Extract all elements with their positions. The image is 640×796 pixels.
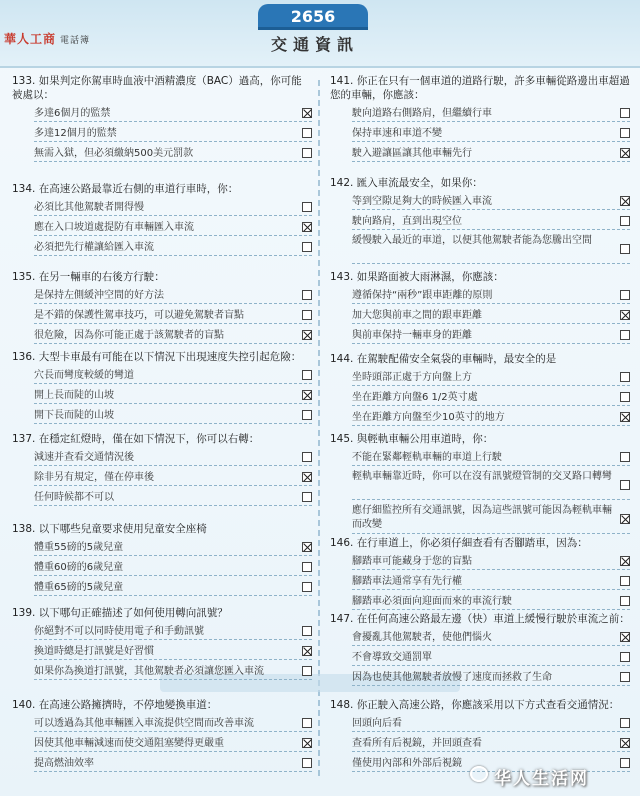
answer-option[interactable]	[34, 560, 312, 576]
answer-option-label: 除非另有規定，僅在停車後	[34, 472, 154, 483]
checked-checkbox[interactable]	[302, 646, 312, 656]
empty-checkbox[interactable]	[302, 202, 312, 212]
checked-checkbox[interactable]	[620, 148, 630, 158]
issue-number: 2656	[258, 4, 368, 30]
question	[330, 536, 630, 610]
brand-logo	[4, 30, 90, 47]
answer-option-label: 不能在緊鄰輕軌車輛的車道上行駛	[352, 452, 502, 463]
empty-checkbox[interactable]	[302, 148, 312, 158]
question	[330, 612, 630, 686]
empty-checkbox[interactable]	[620, 576, 630, 586]
empty-checkbox[interactable]	[620, 392, 630, 402]
question-text: 140. 在高速公路擁擠時，不停地變換車道：	[12, 699, 218, 711]
answer-option-label: 遵循保持“兩秒”跟車距離的原則	[352, 290, 493, 301]
answer-option[interactable]	[34, 408, 312, 424]
question	[12, 182, 312, 256]
question	[330, 432, 630, 534]
answer-option[interactable]	[352, 234, 630, 264]
question-text: 141. 你正在只有一個車道的道路行駛，許多車輛從路邊出車超過您的車輛，你應該：	[330, 75, 630, 101]
question	[330, 698, 630, 772]
answer-option[interactable]	[34, 490, 312, 506]
question-text: 135. 在另一輛車的右後方行駛：	[12, 271, 165, 283]
answer-option[interactable]	[34, 106, 312, 122]
empty-checkbox[interactable]	[302, 242, 312, 252]
answer-option-label: 不會導致交通罰單	[352, 652, 432, 663]
answer-option-label: 無需入獄，但必須繳納500美元罰款	[34, 148, 194, 159]
answer-option-label: 腳踏車法通常享有先行權	[352, 576, 462, 587]
answer-option[interactable]	[34, 580, 312, 596]
checked-checkbox[interactable]	[620, 196, 630, 206]
answer-option[interactable]	[352, 328, 630, 344]
empty-checkbox[interactable]	[302, 562, 312, 572]
answer-option[interactable]	[352, 716, 630, 732]
checked-checkbox[interactable]	[620, 738, 630, 748]
page-header	[0, 0, 640, 68]
watermark-text: 华人生活网	[494, 769, 589, 789]
answer-option-label: 因為也使其他駕駛者放慢了速度而拯救了生命	[352, 672, 552, 683]
answer-option-label: 會擾亂其他駕駛者，使他們惱火	[352, 632, 492, 643]
answer-option-label: 應仔細監控所有交通訊號，因為這些訊號可能因為輕軌車輛而改變	[352, 505, 612, 530]
answer-option-label: 必須把先行權讓給匯入車流	[34, 242, 154, 253]
answer-option[interactable]	[34, 288, 312, 304]
checked-checkbox[interactable]	[620, 632, 630, 642]
answer-option[interactable]	[352, 288, 630, 304]
answer-option-label: 必須比其他駕駛者開得慢	[34, 202, 144, 213]
question-text: 143. 如果路面被大雨淋濕，你應該：	[330, 271, 504, 283]
answer-option[interactable]	[34, 624, 312, 640]
checked-checkbox[interactable]	[302, 330, 312, 340]
brand-name: 華人工商	[4, 32, 57, 46]
checked-checkbox[interactable]	[620, 514, 630, 524]
answer-option-label: 保持車速和車道不變	[352, 128, 442, 139]
question-text: 144. 在駕駛配備安全氣袋的車輛時，最安全的是	[330, 353, 557, 365]
answer-option[interactable]	[34, 240, 312, 256]
empty-checkbox[interactable]	[302, 290, 312, 300]
checked-checkbox[interactable]	[302, 472, 312, 482]
question	[12, 698, 312, 772]
answer-option[interactable]	[34, 644, 312, 660]
answer-option[interactable]	[352, 470, 630, 500]
answer-option-label: 你絕對不可以同時使用電子和手動訊號	[34, 626, 204, 637]
empty-checkbox[interactable]	[620, 718, 630, 728]
empty-checkbox[interactable]	[302, 128, 312, 138]
question	[12, 74, 312, 162]
question	[12, 606, 312, 680]
answer-option-label: 穴長而彎度較緩的彎道	[34, 370, 134, 381]
answer-option-label: 可以透過為其他車輛匯入車流提供空間而改善車流	[34, 718, 254, 729]
question-text: 137. 在穩定紅燈時，僅在如下情況下，你可以右轉：	[12, 433, 260, 445]
empty-checkbox[interactable]	[620, 128, 630, 138]
answer-option[interactable]	[352, 308, 630, 324]
answer-option-label: 如果你為換道打訊號，其他駕駛者必須讓您匯入車流	[34, 666, 264, 677]
answer-option[interactable]	[352, 194, 630, 210]
answer-option-label: 開下長而陡的山坡	[34, 410, 114, 421]
answer-option[interactable]	[352, 390, 630, 406]
answer-option[interactable]	[34, 540, 312, 556]
answer-option[interactable]	[34, 736, 312, 752]
empty-checkbox[interactable]	[620, 672, 630, 682]
answer-option[interactable]	[352, 554, 630, 570]
answer-option-label: 腳踏車必須面向迎面而來的車流行駛	[352, 596, 512, 607]
question	[330, 176, 630, 264]
answer-option[interactable]	[352, 410, 630, 426]
answer-option-label: 多達6個月的監禁	[34, 108, 111, 119]
answer-option[interactable]	[34, 220, 312, 236]
page-title: 交通資訊	[270, 35, 359, 54]
question	[330, 74, 630, 162]
answer-option[interactable]	[352, 450, 630, 466]
checked-checkbox[interactable]	[302, 222, 312, 232]
empty-checkbox[interactable]	[302, 410, 312, 420]
answer-option-label: 輕軌車輛靠近時，你可以在沒有訊號燈管制的交叉路口轉彎	[352, 471, 612, 482]
answer-option-label: 體重55磅的5歲兒童	[34, 542, 124, 553]
answer-option-label: 坐時頭部正處于方向盤上方	[352, 372, 472, 383]
answer-option[interactable]	[352, 670, 630, 686]
watermark	[470, 762, 636, 790]
question-text: 146. 在行車道上，你必須仔細查看有否腳踏車，因為：	[330, 537, 588, 549]
empty-checkbox[interactable]	[620, 290, 630, 300]
checked-checkbox[interactable]	[302, 738, 312, 748]
answer-option[interactable]	[352, 630, 630, 646]
empty-checkbox[interactable]	[302, 370, 312, 380]
empty-checkbox[interactable]	[620, 108, 630, 118]
answer-option-label: 是不錯的保護性駕車技巧，可以避免駕駛者盲點	[34, 310, 244, 321]
answer-option-label: 因使其他車輛減速而使交通阻塞變得更嚴重	[34, 738, 224, 749]
answer-option-label: 換道時總是打訊號是好習慣	[34, 646, 154, 657]
wechat-icon	[470, 766, 488, 782]
answer-option-label: 是保持左側緩沖空間的好方法	[34, 290, 164, 301]
question	[12, 432, 312, 506]
answer-option-label: 與前車保持一輛車身的距離	[352, 330, 472, 341]
checked-checkbox[interactable]	[302, 108, 312, 118]
answer-option[interactable]	[34, 126, 312, 142]
answer-option-label: 緩慢駛入最近的車道，以便其他駕駛者能為您騰出空間	[352, 235, 592, 246]
answer-option[interactable]	[34, 200, 312, 216]
answer-option[interactable]	[352, 650, 630, 666]
answer-option-label: 加大您與前車之間的跟車距離	[352, 310, 482, 321]
answer-option-label: 任何時候都不可以	[34, 492, 114, 503]
checked-checkbox[interactable]	[302, 390, 312, 400]
question	[330, 352, 630, 426]
empty-checkbox[interactable]	[620, 652, 630, 662]
answer-option-label: 駛向路肩，直到出現空位	[352, 216, 462, 227]
answer-option[interactable]	[34, 450, 312, 466]
answer-option[interactable]	[352, 106, 630, 122]
empty-checkbox[interactable]	[620, 372, 630, 382]
answer-option-label: 很危險，因為你可能正處于該駕駛者的盲點	[34, 330, 224, 341]
answer-option-label: 提高燃油效率	[34, 758, 94, 769]
answer-option[interactable]	[34, 328, 312, 344]
answer-option-label: 開上長而陡的山坡	[34, 390, 114, 401]
answer-option-label: 體重65磅的5歲兒童	[34, 582, 124, 593]
empty-checkbox[interactable]	[302, 626, 312, 636]
empty-checkbox[interactable]	[302, 492, 312, 502]
answer-option-label: 僅使用內部和外部后視鏡	[352, 758, 462, 769]
answer-option-label: 多達12個月的監禁	[34, 128, 117, 139]
empty-checkbox[interactable]	[302, 310, 312, 320]
question-text: 139. 以下哪句正確描述了如何使用轉向訊號？	[12, 607, 228, 619]
answer-option[interactable]	[34, 664, 312, 680]
question-text: 145. 與輕軌車輛公用車道時，你：	[330, 433, 494, 445]
empty-checkbox[interactable]	[302, 666, 312, 676]
answer-option-label: 駛入避讓區讓其他車輛先行	[352, 148, 472, 159]
answer-option-label: 減速并查看交通情況後	[34, 452, 134, 463]
answer-option-label: 回頭向后看	[352, 718, 402, 729]
answer-option[interactable]	[34, 470, 312, 486]
question-text: 133. 如果判定你駕車時血液中酒精濃度（BAC）過高，你可能被處以：	[12, 75, 302, 101]
question-text: 136. 大型卡車最有可能在以下情況下出現速度失控引起危險：	[12, 351, 302, 363]
answer-option[interactable]	[34, 368, 312, 384]
question	[12, 522, 312, 596]
answer-option-label: 腳踏車可能藏身于您的盲點	[352, 556, 472, 567]
answer-option[interactable]	[352, 214, 630, 230]
answer-option-label: 體重60磅的6歲兒童	[34, 562, 124, 573]
question-text: 147. 在任何高速公路最左邊（快）車道上緩慢行駛於車流之前：	[330, 613, 630, 625]
empty-checkbox[interactable]	[302, 452, 312, 462]
empty-checkbox[interactable]	[620, 216, 630, 226]
answer-option-label: 坐在距離方向盤6 1/2英寸處	[352, 392, 478, 403]
answer-option-label: 坐在距離方向盤至少10英寸的地方	[352, 412, 505, 423]
answer-option-label: 等到空隙足夠大的時候匯入車流	[352, 196, 492, 207]
answer-option[interactable]	[34, 146, 312, 162]
answer-option[interactable]	[34, 716, 312, 732]
empty-checkbox[interactable]	[302, 718, 312, 728]
answer-option[interactable]	[352, 736, 630, 752]
answer-option[interactable]	[34, 388, 312, 404]
answer-option[interactable]	[34, 308, 312, 324]
answer-option-label: 應在入口坡道處提防有車輛匯入車流	[34, 222, 194, 233]
question-text: 148. 你正駛入高速公路，你應該采用以下方式查看交通情況：	[330, 699, 620, 711]
empty-checkbox[interactable]	[620, 452, 630, 462]
brand-subtitle: 電話簿	[60, 36, 91, 46]
empty-checkbox[interactable]	[620, 244, 630, 254]
checked-checkbox[interactable]	[302, 542, 312, 552]
empty-checkbox[interactable]	[302, 758, 312, 768]
answer-option[interactable]	[352, 126, 630, 142]
answer-option[interactable]	[34, 756, 312, 772]
checked-checkbox[interactable]	[620, 556, 630, 566]
answer-option[interactable]	[352, 370, 630, 386]
answer-option[interactable]	[352, 594, 630, 610]
question	[12, 270, 312, 344]
empty-checkbox[interactable]	[302, 582, 312, 592]
question	[12, 350, 312, 424]
answer-option-label: 駛向道路右側路肩，但繼續行車	[352, 108, 492, 119]
answer-option[interactable]	[352, 574, 630, 590]
empty-checkbox[interactable]	[620, 596, 630, 606]
question-text: 138. 以下哪些兒童要求使用兒童安全座椅	[12, 523, 207, 535]
answer-option-label: 查看所有后視鏡，并回頭查看	[352, 738, 482, 749]
checked-checkbox[interactable]	[620, 310, 630, 320]
answer-option[interactable]	[352, 146, 630, 162]
question	[330, 270, 630, 344]
answer-option[interactable]	[352, 504, 630, 534]
empty-checkbox[interactable]	[620, 480, 630, 490]
checked-checkbox[interactable]	[620, 412, 630, 422]
question-text: 134. 在高速公路最靠近右側的車道行車時，你：	[12, 183, 239, 195]
question-text: 142. 匯入車流最安全，如果你：	[330, 177, 483, 189]
empty-checkbox[interactable]	[620, 330, 630, 340]
